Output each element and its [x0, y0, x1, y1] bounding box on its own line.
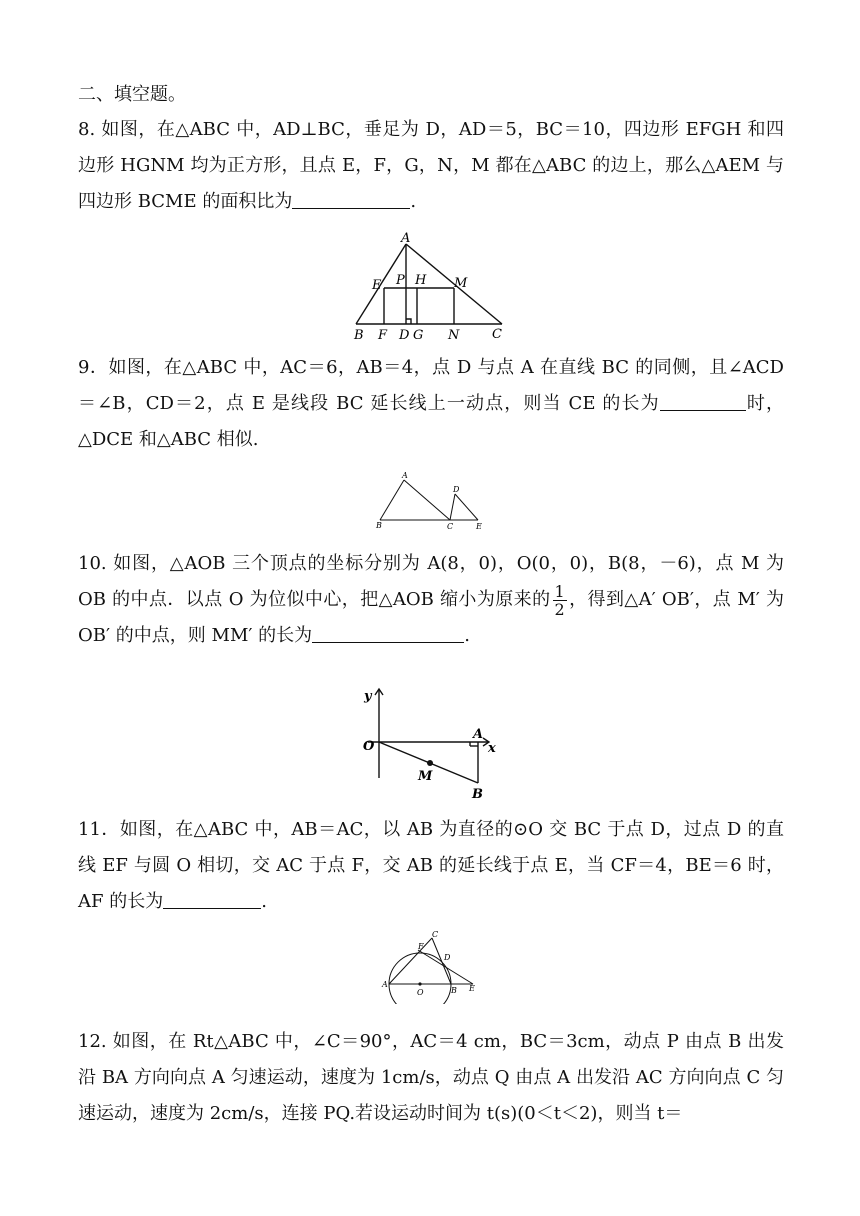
label-A: A [401, 232, 411, 246]
label-F: F [418, 942, 424, 951]
label-H: H [415, 273, 427, 288]
fraction-numerator: 1 [554, 581, 565, 601]
label-P: P [396, 273, 405, 288]
answer-blank-10[interactable] [312, 622, 464, 643]
fraction-one-half [553, 583, 567, 618]
label-O: O [417, 988, 424, 997]
label-D: D [453, 485, 460, 494]
question-10-text: 10. 如图，△AOB 三个顶点的坐标分别为 A(8，0)，O(0，0)，B(8，－6)，点 M 为 OB 的中点．以点 O 为位似中心，把△AOB 缩小为原来的 [78, 553, 784, 610]
question-10 [78, 546, 784, 654]
axis-label-x: x [488, 741, 496, 756]
label-C: C [492, 327, 502, 342]
question-10-end: . [464, 625, 470, 646]
label-O: O [363, 739, 375, 754]
label-B: B [472, 787, 483, 800]
figure-q10-coordinate-plane [360, 686, 508, 800]
question-8-text: 8. 如图，在△ABC 中，AD⊥BC，垂足为 D，AD＝5，BC＝10，四边形 EFGH 和四边形 HGNM 均为正方形，且点 E，F，G，N，M 都在△ABC 的边上，那么△AEM 与四边形 BCME 的面积比为 [78, 119, 784, 212]
label-E: E [476, 522, 482, 531]
label-M: M [454, 276, 468, 291]
label-F: F [378, 328, 388, 343]
question-12-text: 12. 如图，在 Rt△ABC 中，∠C＝90°，AC＝4 cm，BC＝3cm，动点 P 由点 B 出发沿 BA 方向向点 A 匀速运动，速度为 1cm/s，动点 Q 由点 A 出发沿 AC 方向向点 C 匀速运动，速度为 2cm/s，连接 PQ.若设运动时间为 t(s)(0＜t＜2)，则当 t＝ [78, 1031, 785, 1124]
answer-blank-9[interactable] [660, 390, 746, 411]
figure-q11-circle [378, 928, 488, 1004]
label-E: E [469, 984, 475, 993]
label-B: B [451, 986, 457, 995]
label-D: D [444, 953, 451, 962]
figure-q8-triangle [352, 232, 508, 344]
question-9-text: 9．如图，在△ABC 中，AC＝6，AB＝4，点 D 与点 A 在直线 BC 的同侧，且∠ACD＝∠B，CD＝2，点 E 是线段 BC 延长线上一动点，则当 CE 的长为 [78, 357, 784, 414]
label-M: M [418, 769, 433, 784]
label-G: G [413, 328, 424, 343]
label-B: B [376, 521, 382, 530]
label-E: E [372, 278, 382, 293]
question-9-end: 时，△DCE 和△ABC 相似. [78, 393, 785, 450]
question-8 [78, 112, 784, 220]
question-8-end: . [410, 191, 417, 212]
axis-label-y: y [364, 689, 372, 704]
question-11-text: 11．如图，在△ABC 中，AB＝AC，以 AB 为直径的⊙O 交 BC 于点 D，过点 D 的直线 EF 与圆 O 相切，交 AC 于点 F，交 AB 的延长线于点 E，当 CF＝4，BE＝6 时，AF 的长为 [78, 819, 784, 912]
question-12 [78, 1024, 784, 1132]
question-11-end: . [261, 891, 267, 912]
center-O-dot [418, 982, 421, 985]
fraction-denominator: 2 [554, 599, 565, 619]
figure-q9-triangles [372, 470, 490, 532]
point-M-dot [427, 760, 433, 766]
label-C: C [447, 522, 454, 531]
label-N: N [448, 328, 460, 343]
label-B: B [354, 328, 364, 343]
answer-blank-8[interactable] [292, 188, 410, 209]
label-D: D [399, 328, 410, 343]
label-A: A [382, 980, 388, 989]
label-A: A [473, 727, 484, 742]
question-10-text-2: ，得到△A′ OB′，点 M′ 为 OB′ 的中点，则 MM′ 的长为 [78, 589, 784, 646]
section-title: 二、填空题。 [78, 84, 186, 105]
label-A: A [402, 471, 408, 480]
answer-blank-11[interactable] [163, 888, 261, 909]
label-C: C [432, 930, 439, 939]
question-11 [78, 812, 784, 920]
question-9 [78, 350, 784, 458]
